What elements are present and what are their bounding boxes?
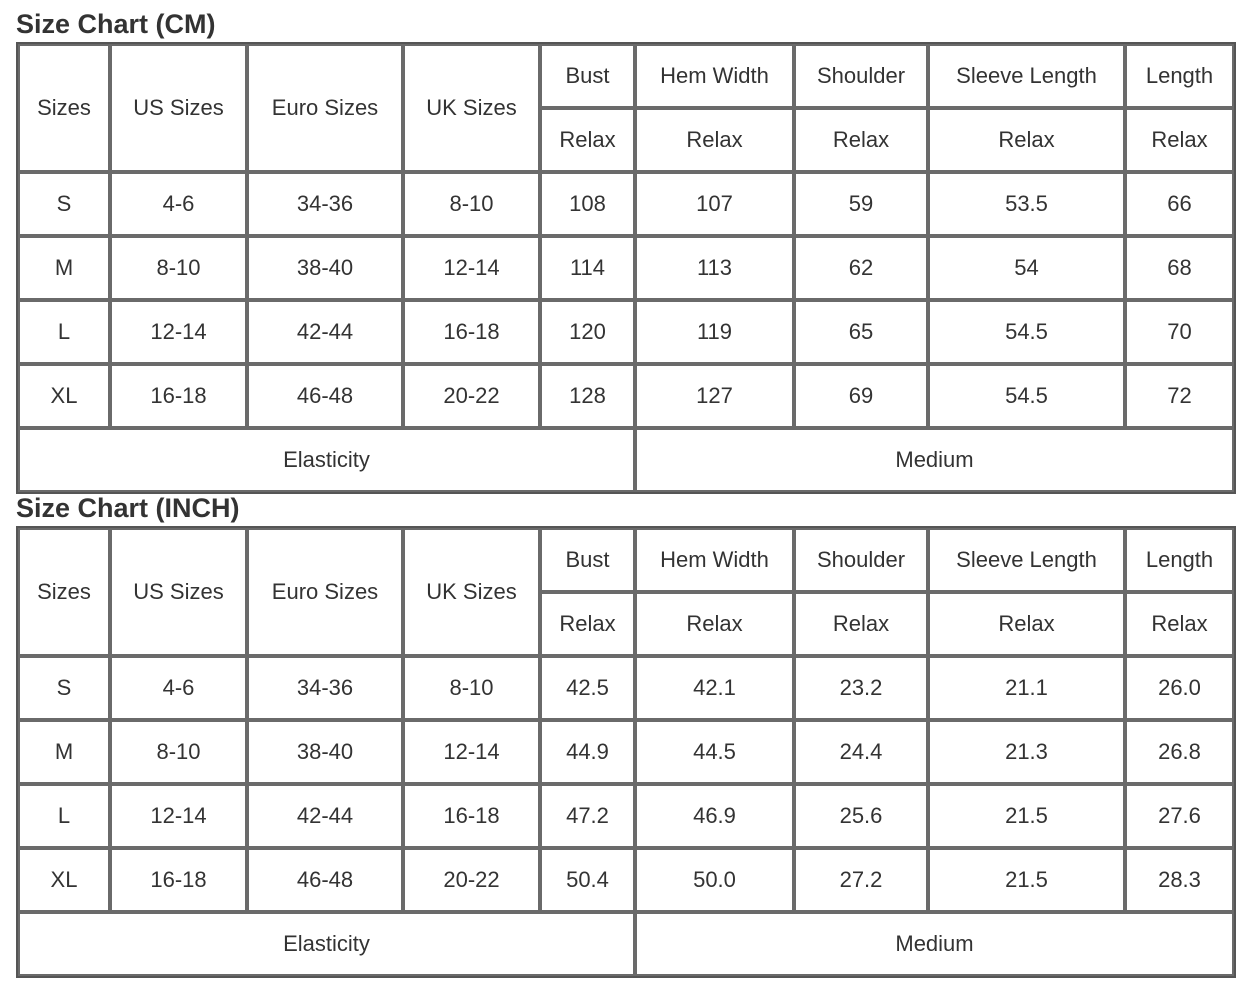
table-row bbox=[18, 364, 1234, 428]
elasticity-row bbox=[18, 912, 1234, 976]
header-uk-sizes: UK Sizes bbox=[403, 528, 540, 656]
table-cell: 72 bbox=[1125, 364, 1234, 428]
header-bust: Bust bbox=[540, 528, 635, 592]
elasticity-value: Medium bbox=[635, 428, 1234, 492]
table-cell: 42.1 bbox=[635, 656, 794, 720]
table-cell: 21.5 bbox=[928, 784, 1125, 848]
table-cell: 46-48 bbox=[247, 364, 403, 428]
header-euro-sizes: Euro Sizes bbox=[247, 528, 403, 656]
table-cell: 25.6 bbox=[794, 784, 928, 848]
elasticity-label: Elasticity bbox=[18, 428, 635, 492]
table-row bbox=[18, 720, 1234, 784]
table-cell: 108 bbox=[540, 172, 635, 236]
table-row bbox=[18, 848, 1234, 912]
table-cell: 42.5 bbox=[540, 656, 635, 720]
table-cell: 8-10 bbox=[110, 236, 247, 300]
table-cell: 65 bbox=[794, 300, 928, 364]
table-cell: 120 bbox=[540, 300, 635, 364]
table-cell: 44.5 bbox=[635, 720, 794, 784]
table-row bbox=[18, 300, 1234, 364]
table-cell: L bbox=[18, 784, 110, 848]
table-cell: 16-18 bbox=[403, 300, 540, 364]
table-cell: 16-18 bbox=[110, 364, 247, 428]
header-row bbox=[18, 44, 1234, 108]
table-cell: 42-44 bbox=[247, 784, 403, 848]
elasticity-value: Medium bbox=[635, 912, 1234, 976]
table-cell: 66 bbox=[1125, 172, 1234, 236]
table-cell: 119 bbox=[635, 300, 794, 364]
table-cell: 127 bbox=[635, 364, 794, 428]
table-cell: XL bbox=[18, 364, 110, 428]
size-chart-cm-table bbox=[16, 42, 1236, 494]
table-cell: 21.5 bbox=[928, 848, 1125, 912]
subheader-relax: Relax bbox=[928, 592, 1125, 656]
subheader-relax: Relax bbox=[540, 592, 635, 656]
table-cell: M bbox=[18, 236, 110, 300]
table-cell: 47.2 bbox=[540, 784, 635, 848]
subheader-relax: Relax bbox=[794, 592, 928, 656]
table-row bbox=[18, 784, 1234, 848]
subheader-relax: Relax bbox=[794, 108, 928, 172]
table-cell: 8-10 bbox=[403, 172, 540, 236]
table-cell: 44.9 bbox=[540, 720, 635, 784]
header-length: Length bbox=[1125, 528, 1234, 592]
table-cell: 107 bbox=[635, 172, 794, 236]
subheader-relax: Relax bbox=[1125, 592, 1234, 656]
table-cell: 23.2 bbox=[794, 656, 928, 720]
table-cell: 16-18 bbox=[403, 784, 540, 848]
header-shoulder: Shoulder bbox=[794, 528, 928, 592]
header-hem-width: Hem Width bbox=[635, 528, 794, 592]
subheader-relax: Relax bbox=[635, 592, 794, 656]
table-cell: S bbox=[18, 656, 110, 720]
table-cell: 12-14 bbox=[110, 784, 247, 848]
table-cell: 114 bbox=[540, 236, 635, 300]
table-cell: 128 bbox=[540, 364, 635, 428]
table-cell: S bbox=[18, 172, 110, 236]
table-cell: 12-14 bbox=[403, 236, 540, 300]
table-cell: 4-6 bbox=[110, 172, 247, 236]
header-euro-sizes: Euro Sizes bbox=[247, 44, 403, 172]
table-cell: 38-40 bbox=[247, 720, 403, 784]
table-cell: 53.5 bbox=[928, 172, 1125, 236]
elasticity-row bbox=[18, 428, 1234, 492]
size-chart-inch-title: Size Chart (INCH) bbox=[16, 493, 240, 523]
table-cell: 26.0 bbox=[1125, 656, 1234, 720]
table-cell: XL bbox=[18, 848, 110, 912]
table-cell: 50.4 bbox=[540, 848, 635, 912]
subheader-relax: Relax bbox=[540, 108, 635, 172]
header-sleeve-length: Sleeve Length bbox=[928, 44, 1125, 108]
header-hem-width: Hem Width bbox=[635, 44, 794, 108]
table-cell: 20-22 bbox=[403, 364, 540, 428]
table-cell: 54 bbox=[928, 236, 1125, 300]
header-length: Length bbox=[1125, 44, 1234, 108]
table-cell: 16-18 bbox=[110, 848, 247, 912]
header-row bbox=[18, 528, 1234, 592]
header-shoulder: Shoulder bbox=[794, 44, 928, 108]
table-cell: 34-36 bbox=[247, 172, 403, 236]
table-cell: 69 bbox=[794, 364, 928, 428]
subheader-relax: Relax bbox=[928, 108, 1125, 172]
table-cell: 46.9 bbox=[635, 784, 794, 848]
header-sizes: Sizes bbox=[18, 44, 110, 172]
table-cell: 12-14 bbox=[403, 720, 540, 784]
table-cell: 26.8 bbox=[1125, 720, 1234, 784]
table-cell: 70 bbox=[1125, 300, 1234, 364]
table-row bbox=[18, 656, 1234, 720]
table-cell: 12-14 bbox=[110, 300, 247, 364]
table-cell: L bbox=[18, 300, 110, 364]
table-cell: 50.0 bbox=[635, 848, 794, 912]
size-chart-cm-title: Size Chart (CM) bbox=[16, 9, 216, 39]
table-cell: 59 bbox=[794, 172, 928, 236]
table-cell: 62 bbox=[794, 236, 928, 300]
header-uk-sizes: UK Sizes bbox=[403, 44, 540, 172]
table-cell: 34-36 bbox=[247, 656, 403, 720]
header-us-sizes: US Sizes bbox=[110, 528, 247, 656]
table-cell: 8-10 bbox=[403, 656, 540, 720]
table-cell: 20-22 bbox=[403, 848, 540, 912]
table-cell: 54.5 bbox=[928, 364, 1125, 428]
header-sleeve-length: Sleeve Length bbox=[928, 528, 1125, 592]
table-cell: 54.5 bbox=[928, 300, 1125, 364]
table-cell: 27.6 bbox=[1125, 784, 1234, 848]
table-cell: 113 bbox=[635, 236, 794, 300]
table-cell: 8-10 bbox=[110, 720, 247, 784]
table-cell: 28.3 bbox=[1125, 848, 1234, 912]
table-cell: M bbox=[18, 720, 110, 784]
table-cell: 46-48 bbox=[247, 848, 403, 912]
table-cell: 21.1 bbox=[928, 656, 1125, 720]
subheader-relax: Relax bbox=[1125, 108, 1234, 172]
size-chart-inch-table bbox=[16, 526, 1236, 978]
table-cell: 68 bbox=[1125, 236, 1234, 300]
table-row bbox=[18, 172, 1234, 236]
table-cell: 21.3 bbox=[928, 720, 1125, 784]
header-sizes: Sizes bbox=[18, 528, 110, 656]
table-cell: 4-6 bbox=[110, 656, 247, 720]
header-us-sizes: US Sizes bbox=[110, 44, 247, 172]
table-cell: 24.4 bbox=[794, 720, 928, 784]
elasticity-label: Elasticity bbox=[18, 912, 635, 976]
header-bust: Bust bbox=[540, 44, 635, 108]
subheader-relax: Relax bbox=[635, 108, 794, 172]
table-cell: 38-40 bbox=[247, 236, 403, 300]
table-cell: 27.2 bbox=[794, 848, 928, 912]
table-cell: 42-44 bbox=[247, 300, 403, 364]
table-row bbox=[18, 236, 1234, 300]
